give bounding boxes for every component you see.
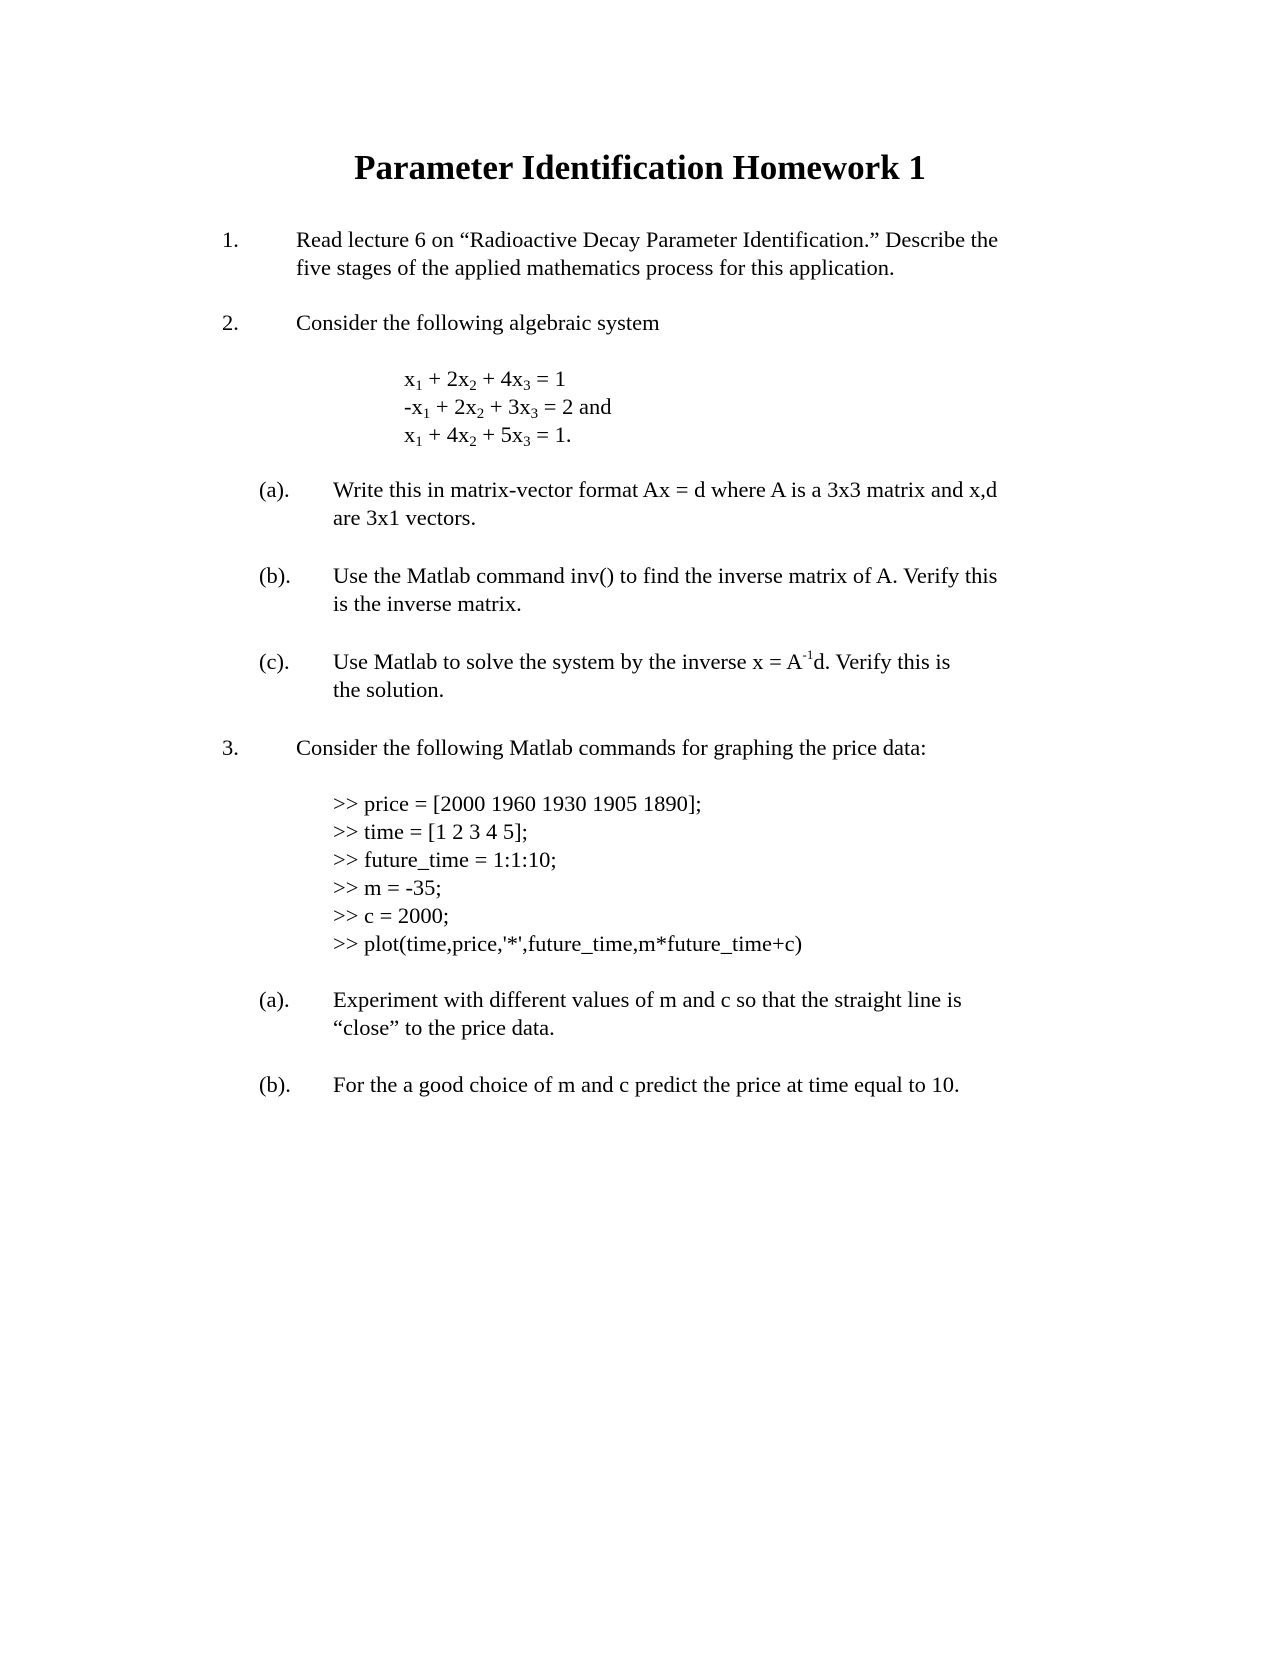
question-1-text-line-1: Read lecture 6 on “Radioactive Decay Parameter Identification.” Describe the (296, 227, 999, 252)
question-2b-text-line-2: is the inverse matrix. (333, 591, 522, 616)
question-2-intro: Consider the following algebraic system (296, 310, 660, 335)
question-3a-text-line-2: “close” to the price data. (333, 1015, 555, 1040)
question-2b-label: (b). (259, 563, 291, 588)
question-3b-text-line-1: For the a good choice of m and c predict the price at time equal to 10. (333, 1072, 960, 1097)
code-line: >> c = 2000; (333, 903, 450, 928)
code-line: >> time = [1 2 3 4 5]; (333, 819, 528, 844)
page-title: Parameter Identification Homework 1 (354, 148, 926, 187)
question-3b-label: (b). (259, 1072, 291, 1097)
question-2a-label: (a). (259, 477, 290, 502)
question-2b-text-line-1: Use the Matlab command inv() to find the inverse matrix of A. Verify this (333, 563, 998, 588)
question-1-number: 1. (222, 227, 239, 252)
question-3-intro: Consider the following Matlab commands for graphing the price data: (296, 735, 927, 760)
question-2c-text-line-1: Use Matlab to solve the system by the inverse $x = A^{-1}d$. Verify this is (333, 647, 951, 674)
question-3a-text-line-1: Experiment with different values of m and c so that the straight line is (333, 987, 962, 1012)
equation-3: $x_1 + 4x_2 + 5x_3 = 1$. (404, 422, 572, 450)
question-3-number: 3. (222, 735, 239, 760)
code-line: >> m = -35; (333, 875, 442, 900)
question-3a-label: (a). (259, 987, 290, 1012)
question-1-text-line-2: five stages of the applied mathematics process for this application. (296, 255, 895, 280)
question-2-number: 2. (222, 310, 239, 335)
equation-2: $-x_1 + 2x_2 + 3x_3 = 2$ and (404, 394, 612, 422)
question-2c-label: (c). (259, 649, 290, 674)
question-2a-text-line-1: Write this in matrix-vector format Ax = d where A is a 3x3 matrix and x,d (333, 477, 998, 502)
code-line: >> plot(time,price,'*',future_time,m*future_time+c) (333, 931, 803, 956)
question-2c-text-line-2: the solution. (333, 677, 445, 702)
question-2a-text-line-2: are 3x1 vectors. (333, 505, 477, 530)
code-line: >> price = [2000 1960 1930 1905 1890]; (333, 791, 702, 816)
code-line: >> future_time = 1:1:10; (333, 847, 557, 872)
equation-1: $x_1 + 2x_2 + 4x_3 = 1$ (404, 366, 566, 394)
